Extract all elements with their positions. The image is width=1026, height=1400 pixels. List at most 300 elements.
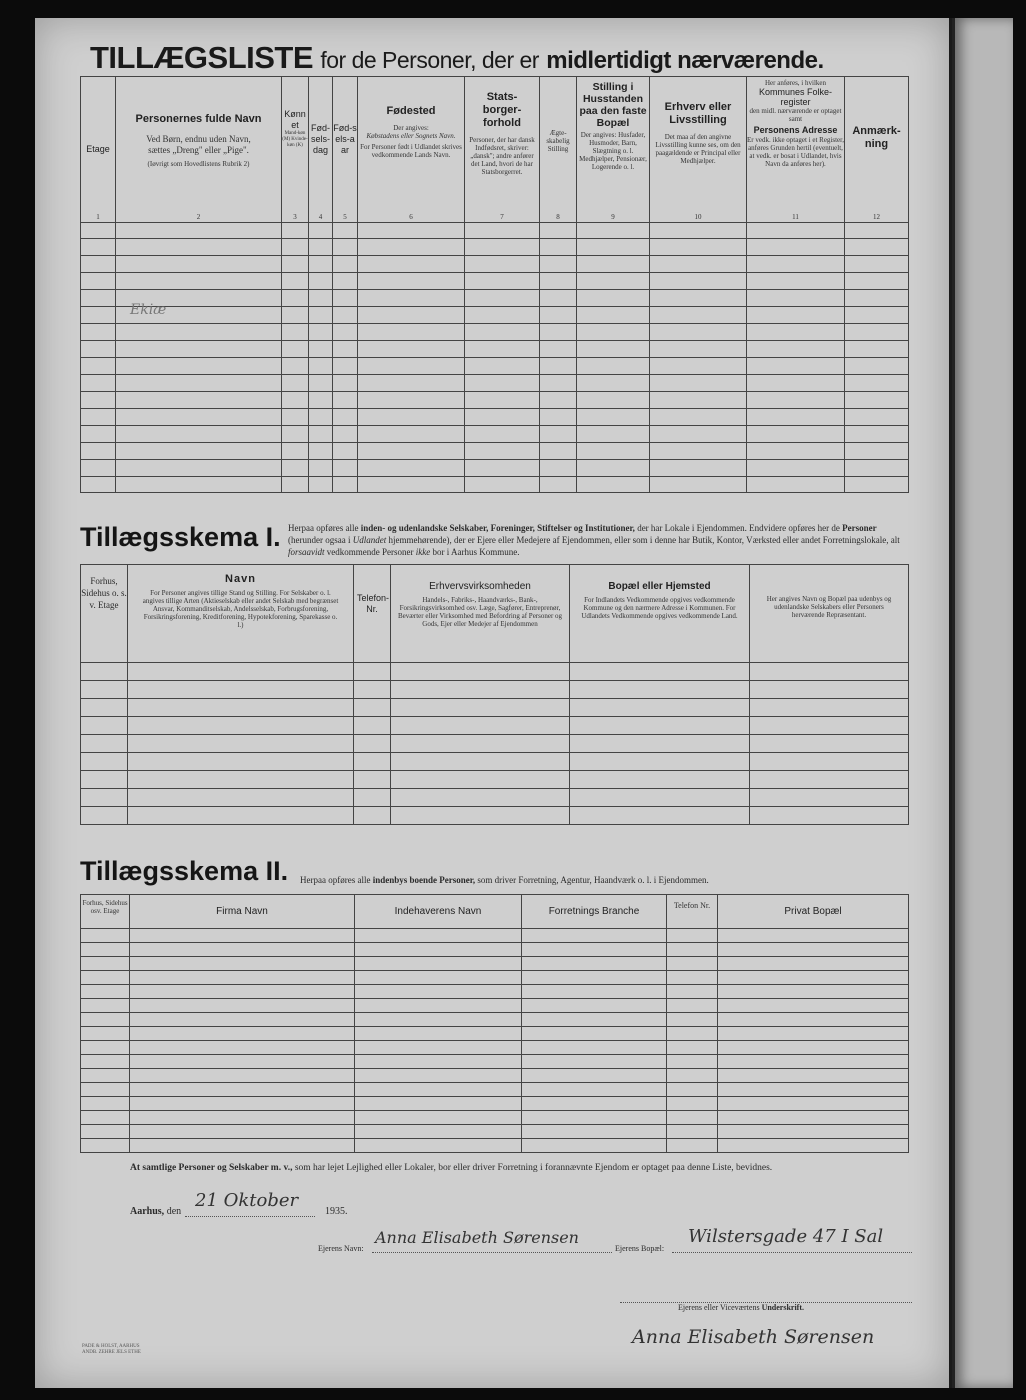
table-cell[interactable] (333, 239, 358, 256)
table-cell[interactable] (355, 943, 522, 957)
table-cell[interactable] (81, 929, 130, 943)
table-cell[interactable] (391, 663, 570, 681)
table-cell[interactable] (358, 341, 465, 358)
table-cell[interactable] (522, 1139, 667, 1153)
table-cell[interactable] (282, 256, 309, 273)
table-cell[interactable] (747, 239, 845, 256)
table-cell[interactable] (667, 1041, 718, 1055)
table-cell[interactable] (750, 771, 909, 789)
table-cell[interactable] (540, 426, 577, 443)
table-cell[interactable] (116, 443, 282, 460)
table-cell[interactable] (81, 426, 116, 443)
table-cell[interactable] (81, 1027, 130, 1041)
table-cell[interactable] (282, 290, 309, 307)
table-cell[interactable] (845, 460, 909, 477)
table-cell[interactable] (81, 1083, 130, 1097)
table-cell[interactable] (282, 223, 309, 239)
table-cell[interactable] (650, 460, 747, 477)
table-cell[interactable] (747, 392, 845, 409)
table-cell[interactable] (128, 699, 354, 717)
table-cell[interactable] (750, 699, 909, 717)
table-cell[interactable] (354, 771, 391, 789)
table-cell[interactable] (116, 239, 282, 256)
table-cell[interactable] (358, 223, 465, 239)
table-cell[interactable] (81, 341, 116, 358)
table-cell[interactable] (116, 273, 282, 290)
table-cell[interactable] (747, 223, 845, 239)
table-cell[interactable] (718, 999, 909, 1013)
table-cell[interactable] (130, 1125, 355, 1139)
table-cell[interactable] (333, 341, 358, 358)
table-cell[interactable] (465, 443, 540, 460)
table-cell[interactable] (81, 663, 128, 681)
table-cell[interactable] (116, 375, 282, 392)
table-cell[interactable] (667, 985, 718, 999)
table-cell[interactable] (522, 1083, 667, 1097)
table-cell[interactable] (845, 392, 909, 409)
table-cell[interactable] (128, 771, 354, 789)
table-cell[interactable] (128, 753, 354, 771)
table-cell[interactable] (309, 409, 333, 426)
table-cell[interactable] (116, 324, 282, 341)
table-cell[interactable] (355, 1041, 522, 1055)
table-cell[interactable] (718, 957, 909, 971)
table-cell[interactable] (540, 460, 577, 477)
table-cell[interactable] (81, 239, 116, 256)
table-cell[interactable] (522, 943, 667, 957)
table-cell[interactable] (522, 1055, 667, 1069)
table-cell[interactable] (81, 1125, 130, 1139)
table-cell[interactable] (333, 409, 358, 426)
table-cell[interactable] (747, 426, 845, 443)
table-cell[interactable] (355, 1139, 522, 1153)
table-cell[interactable] (570, 681, 750, 699)
table-cell[interactable] (282, 477, 309, 493)
table-cell[interactable] (81, 223, 116, 239)
table-cell[interactable] (577, 341, 650, 358)
table-cell[interactable] (391, 735, 570, 753)
table-cell[interactable] (577, 409, 650, 426)
table-cell[interactable] (718, 1111, 909, 1125)
table-cell[interactable] (667, 1125, 718, 1139)
table-cell[interactable] (522, 1027, 667, 1041)
table-cell[interactable] (747, 375, 845, 392)
table-cell[interactable] (718, 971, 909, 985)
table-cell[interactable] (130, 943, 355, 957)
table-cell[interactable] (718, 1041, 909, 1055)
table-cell[interactable] (522, 985, 667, 999)
table-cell[interactable] (522, 1125, 667, 1139)
table-cell[interactable] (358, 460, 465, 477)
table-cell[interactable] (650, 256, 747, 273)
table-cell[interactable] (282, 324, 309, 341)
table-cell[interactable] (130, 957, 355, 971)
table-cell[interactable] (465, 477, 540, 493)
table-cell[interactable] (333, 392, 358, 409)
table-cell[interactable] (650, 290, 747, 307)
table-cell[interactable] (130, 1097, 355, 1111)
table-cell[interactable] (540, 223, 577, 239)
table-cell[interactable] (333, 358, 358, 375)
table-cell[interactable] (718, 1139, 909, 1153)
table-cell[interactable] (718, 929, 909, 943)
table-cell[interactable] (358, 324, 465, 341)
table-cell[interactable] (358, 375, 465, 392)
table-cell[interactable] (355, 1097, 522, 1111)
table-cell[interactable] (465, 409, 540, 426)
table-cell[interactable] (465, 223, 540, 239)
table-cell[interactable] (81, 943, 130, 957)
table-cell[interactable] (667, 1097, 718, 1111)
table-cell[interactable] (577, 273, 650, 290)
table-cell[interactable] (81, 985, 130, 999)
table-cell[interactable] (282, 443, 309, 460)
table-cell[interactable] (391, 681, 570, 699)
table-cell[interactable] (391, 771, 570, 789)
table-cell[interactable] (81, 681, 128, 699)
table-cell[interactable] (81, 1069, 130, 1083)
table-cell[interactable] (570, 717, 750, 735)
table-cell[interactable] (845, 409, 909, 426)
table-cell[interactable] (667, 1013, 718, 1027)
table-cell[interactable] (355, 929, 522, 943)
table-cell[interactable] (747, 477, 845, 493)
table-cell[interactable] (333, 443, 358, 460)
table-cell[interactable] (130, 1013, 355, 1027)
table-cell[interactable] (130, 999, 355, 1013)
table-cell[interactable] (577, 392, 650, 409)
table-cell[interactable] (540, 409, 577, 426)
table-cell[interactable] (465, 375, 540, 392)
table-cell[interactable] (81, 290, 116, 307)
table-cell[interactable] (128, 807, 354, 825)
table-cell[interactable] (116, 460, 282, 477)
table-cell[interactable] (718, 1069, 909, 1083)
table-cell[interactable] (354, 699, 391, 717)
table-cell[interactable] (465, 256, 540, 273)
table-cell[interactable] (570, 771, 750, 789)
table-cell[interactable] (81, 375, 116, 392)
table-cell[interactable] (522, 929, 667, 943)
table-cell[interactable] (309, 273, 333, 290)
table-cell[interactable] (667, 943, 718, 957)
table-cell[interactable] (333, 375, 358, 392)
table-cell[interactable] (116, 426, 282, 443)
table-cell[interactable] (718, 1083, 909, 1097)
table-cell[interactable] (116, 223, 282, 239)
table-cell[interactable] (465, 307, 540, 324)
table-cell[interactable] (130, 1027, 355, 1041)
table-cell[interactable] (309, 460, 333, 477)
table-cell[interactable] (747, 324, 845, 341)
table-cell[interactable] (333, 307, 358, 324)
table-cell[interactable] (465, 324, 540, 341)
table-cell[interactable] (391, 807, 570, 825)
table-cell[interactable] (391, 699, 570, 717)
table-cell[interactable] (309, 392, 333, 409)
table-cell[interactable] (667, 971, 718, 985)
table-cell[interactable] (540, 375, 577, 392)
table-cell[interactable] (355, 1111, 522, 1125)
table-cell[interactable] (282, 409, 309, 426)
table-cell[interactable] (81, 807, 128, 825)
table-cell[interactable] (747, 290, 845, 307)
table-cell[interactable] (130, 985, 355, 999)
table-cell[interactable] (845, 290, 909, 307)
table-cell[interactable] (577, 307, 650, 324)
table-cell[interactable] (358, 443, 465, 460)
table-cell[interactable] (650, 273, 747, 290)
table-cell[interactable] (130, 1111, 355, 1125)
table-cell[interactable] (130, 1139, 355, 1153)
table-cell[interactable] (355, 1055, 522, 1069)
table-cell[interactable] (718, 1027, 909, 1041)
table-cell[interactable] (577, 324, 650, 341)
table-cell[interactable] (116, 341, 282, 358)
table-cell[interactable] (333, 324, 358, 341)
table-cell[interactable] (522, 971, 667, 985)
table-cell[interactable] (540, 443, 577, 460)
table-cell[interactable] (465, 426, 540, 443)
table-cell[interactable] (577, 443, 650, 460)
table-cell[interactable] (750, 735, 909, 753)
table-cell[interactable] (465, 239, 540, 256)
table-cell[interactable] (130, 1041, 355, 1055)
table-cell[interactable] (750, 753, 909, 771)
table-cell[interactable] (354, 789, 391, 807)
table-cell[interactable] (81, 999, 130, 1013)
table-cell[interactable] (577, 460, 650, 477)
table-cell[interactable] (309, 375, 333, 392)
table-cell[interactable] (81, 1055, 130, 1069)
table-cell[interactable] (309, 307, 333, 324)
table-cell[interactable] (309, 358, 333, 375)
table-cell[interactable] (81, 699, 128, 717)
table-cell[interactable] (81, 273, 116, 290)
table-cell[interactable] (718, 985, 909, 999)
table-cell[interactable] (355, 1027, 522, 1041)
table-cell[interactable] (650, 409, 747, 426)
table-cell[interactable] (391, 753, 570, 771)
table-cell[interactable] (81, 256, 116, 273)
table-cell[interactable] (355, 999, 522, 1013)
table-cell[interactable] (747, 273, 845, 290)
table-cell[interactable] (81, 409, 116, 426)
table-cell[interactable] (358, 477, 465, 493)
table-cell[interactable] (355, 1125, 522, 1139)
table-cell[interactable] (128, 681, 354, 699)
table-cell[interactable] (747, 307, 845, 324)
table-cell[interactable] (522, 1069, 667, 1083)
table-cell[interactable] (81, 957, 130, 971)
table-cell[interactable] (570, 699, 750, 717)
table-cell[interactable] (577, 426, 650, 443)
table-cell[interactable] (522, 957, 667, 971)
table-cell[interactable] (358, 239, 465, 256)
table-cell[interactable] (81, 1013, 130, 1027)
table-cell[interactable] (577, 223, 650, 239)
table-cell[interactable] (81, 735, 128, 753)
table-cell[interactable] (81, 307, 116, 324)
table-cell[interactable] (309, 443, 333, 460)
table-cell[interactable] (667, 1083, 718, 1097)
table-cell[interactable] (540, 358, 577, 375)
table-cell[interactable] (650, 375, 747, 392)
table-cell[interactable] (845, 256, 909, 273)
table-cell[interactable] (718, 1097, 909, 1111)
table-cell[interactable] (358, 307, 465, 324)
table-cell[interactable] (667, 1069, 718, 1083)
table-cell[interactable] (650, 358, 747, 375)
table-cell[interactable] (747, 341, 845, 358)
table-cell[interactable] (522, 1111, 667, 1125)
table-cell[interactable] (750, 717, 909, 735)
table-cell[interactable] (650, 324, 747, 341)
table-cell[interactable] (282, 307, 309, 324)
table-cell[interactable] (650, 477, 747, 493)
table-cell[interactable] (650, 443, 747, 460)
table-cell[interactable] (81, 324, 116, 341)
table-cell[interactable] (116, 409, 282, 426)
table-cell[interactable] (282, 426, 309, 443)
table-cell[interactable] (522, 1013, 667, 1027)
table-cell[interactable] (522, 1041, 667, 1055)
table-cell[interactable] (81, 1139, 130, 1153)
table-cell[interactable] (570, 807, 750, 825)
table-cell[interactable] (577, 477, 650, 493)
table-cell[interactable] (540, 392, 577, 409)
table-cell[interactable] (540, 290, 577, 307)
table-cell[interactable] (465, 290, 540, 307)
table-cell[interactable] (750, 789, 909, 807)
table-cell[interactable] (354, 717, 391, 735)
table-cell[interactable] (130, 1083, 355, 1097)
table-cell[interactable] (845, 273, 909, 290)
table-cell[interactable] (718, 1125, 909, 1139)
table-cell[interactable] (282, 375, 309, 392)
table-cell[interactable] (667, 929, 718, 943)
table-cell[interactable] (81, 789, 128, 807)
table-cell[interactable] (309, 256, 333, 273)
table-cell[interactable] (81, 443, 116, 460)
table-cell[interactable] (355, 971, 522, 985)
table-cell[interactable] (355, 1083, 522, 1097)
table-cell[interactable] (570, 663, 750, 681)
table-cell[interactable] (667, 1055, 718, 1069)
table-cell[interactable] (81, 1097, 130, 1111)
table-cell[interactable] (81, 771, 128, 789)
table-cell[interactable] (718, 1055, 909, 1069)
table-cell[interactable] (540, 324, 577, 341)
table-cell[interactable] (650, 307, 747, 324)
table-cell[interactable] (522, 999, 667, 1013)
table-cell[interactable] (750, 681, 909, 699)
table-cell[interactable] (282, 392, 309, 409)
table-cell[interactable] (333, 290, 358, 307)
table-cell[interactable] (845, 375, 909, 392)
table-cell[interactable] (355, 985, 522, 999)
table-cell[interactable] (309, 477, 333, 493)
table-cell[interactable] (333, 256, 358, 273)
table-cell[interactable] (358, 426, 465, 443)
table-cell[interactable] (116, 256, 282, 273)
table-cell[interactable] (465, 273, 540, 290)
table-cell[interactable] (667, 1027, 718, 1041)
table-cell[interactable] (577, 239, 650, 256)
table-cell[interactable] (650, 223, 747, 239)
table-cell[interactable] (81, 460, 116, 477)
table-cell[interactable] (577, 256, 650, 273)
table-cell[interactable] (747, 256, 845, 273)
table-cell[interactable] (354, 681, 391, 699)
table-cell[interactable] (570, 735, 750, 753)
table-cell[interactable] (282, 239, 309, 256)
table-cell[interactable] (750, 663, 909, 681)
table-cell[interactable] (747, 443, 845, 460)
table-cell[interactable] (747, 460, 845, 477)
table-cell[interactable] (570, 789, 750, 807)
table-cell[interactable] (391, 717, 570, 735)
table-cell[interactable] (354, 807, 391, 825)
table-cell[interactable] (282, 460, 309, 477)
table-cell[interactable] (540, 239, 577, 256)
table-cell[interactable] (358, 409, 465, 426)
table-cell[interactable] (465, 358, 540, 375)
table-cell[interactable] (540, 273, 577, 290)
table-cell[interactable] (845, 341, 909, 358)
table-cell[interactable] (309, 324, 333, 341)
table-cell[interactable] (667, 1139, 718, 1153)
table-cell[interactable] (540, 341, 577, 358)
table-cell[interactable] (282, 341, 309, 358)
table-cell[interactable] (358, 290, 465, 307)
table-cell[interactable] (130, 1069, 355, 1083)
table-cell[interactable] (465, 392, 540, 409)
table-cell[interactable] (282, 358, 309, 375)
table-cell[interactable] (81, 392, 116, 409)
table-cell[interactable] (358, 358, 465, 375)
table-cell[interactable] (354, 753, 391, 771)
table-cell[interactable] (718, 1013, 909, 1027)
table-cell[interactable] (845, 324, 909, 341)
table-cell[interactable] (667, 999, 718, 1013)
table-cell[interactable] (358, 256, 465, 273)
table-cell[interactable] (465, 460, 540, 477)
table-cell[interactable] (747, 358, 845, 375)
table-cell[interactable] (577, 375, 650, 392)
table-cell[interactable] (81, 971, 130, 985)
table-cell[interactable] (391, 789, 570, 807)
table-cell[interactable] (333, 477, 358, 493)
table-cell[interactable] (81, 1041, 130, 1055)
table-cell[interactable] (540, 477, 577, 493)
table-cell[interactable] (845, 477, 909, 493)
table-cell[interactable] (650, 426, 747, 443)
table-cell[interactable] (81, 477, 116, 493)
table-cell[interactable] (650, 392, 747, 409)
table-cell[interactable] (355, 1013, 522, 1027)
table-cell[interactable] (333, 273, 358, 290)
table-cell[interactable] (845, 223, 909, 239)
table-cell[interactable] (333, 223, 358, 239)
table-cell[interactable] (540, 307, 577, 324)
table-cell[interactable] (650, 239, 747, 256)
table-cell[interactable] (309, 290, 333, 307)
table-cell[interactable] (845, 307, 909, 324)
table-cell[interactable] (540, 256, 577, 273)
table-cell[interactable] (465, 341, 540, 358)
table-cell[interactable] (333, 460, 358, 477)
